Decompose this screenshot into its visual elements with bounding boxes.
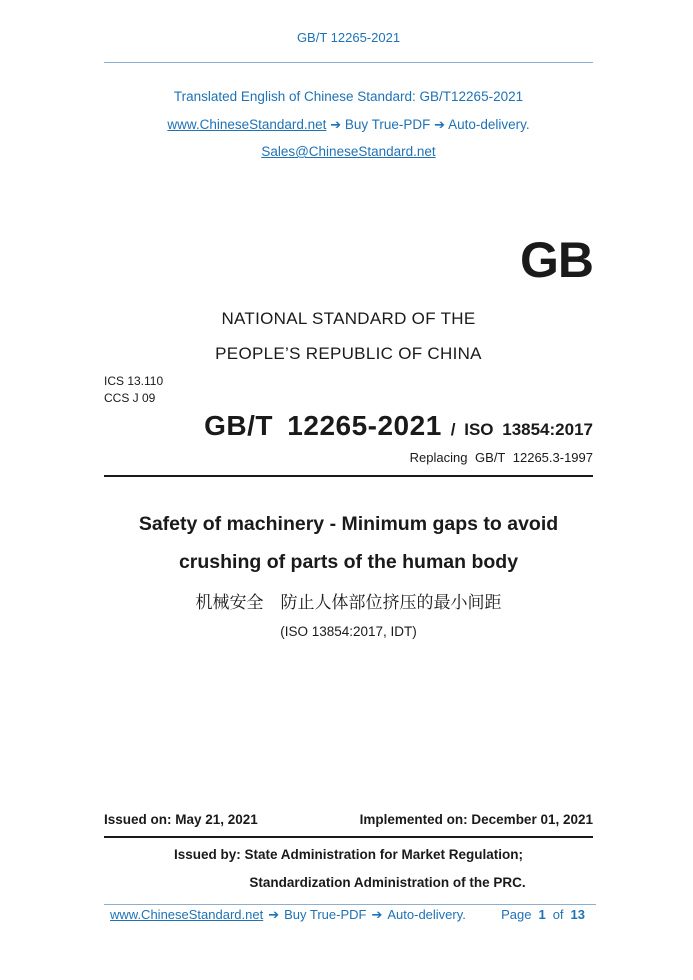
page-indicator [501,907,585,923]
right-arrow-icon: ➔ [330,117,342,132]
right-arrow-icon: ➔ [268,907,280,922]
national-standard-line2: PEOPLE’S REPUBLIC OF CHINA [215,344,482,363]
standard-number-main: GB/T 12265-2021 [204,410,442,441]
chinesestandard-link[interactable]: www.ChineseStandard.net [167,117,327,132]
footer-url-line [110,907,466,923]
header-doc-number: GB/T 12265-2021 [296,30,401,45]
footer-auto-delivery-text: Auto-delivery. [387,907,466,922]
ccs-code: CCS J 09 [104,391,156,405]
footer-rule [104,904,596,905]
replacing-note: Replacing GB/T 12265.3-1997 [409,450,593,465]
sales-email-link[interactable]: Sales@ChineseStandard.net [261,144,436,159]
page-of-label: of [552,907,564,922]
title-chinese: 机械安全 防止人体部位挤压的最小间距 [195,593,502,613]
implemented-on-date: Implemented on: December 01, 2021 [359,812,593,827]
page-total-number: 13 [570,907,585,922]
right-arrow-icon: ➔ [371,907,383,922]
page-label: Page [501,907,532,922]
standard-divider-rule [104,475,593,477]
issue-divider-rule [104,836,593,838]
issued-by-line1: Issued by: State Administration for Market Regulation; [173,847,524,862]
ics-code: ICS 13.110 [104,374,164,388]
auto-delivery-text: Auto-delivery. [448,117,530,132]
gb-logo: GB [520,232,593,288]
title-english-line1: Safety of machinery - Minimum gaps to avoid [138,513,559,535]
standard-number-line [104,410,593,442]
issued-by-line2: Standardization Administration of the PRC. [249,875,526,890]
title-english-line2: crushing of parts of the human body [178,551,519,573]
issued-on-date: Issued on: May 21, 2021 [104,812,258,827]
iso-idt-note: (ISO 13854:2017, IDT) [280,624,417,639]
footer-row [110,907,585,923]
header-url-line [104,117,593,133]
right-arrow-icon: ➔ [434,117,446,132]
buy-true-pdf-text: Buy True-PDF [344,117,431,132]
translated-standard-line: Translated English of Chinese Standard: GB/T12265-2021 [173,89,524,104]
page-current-number: 1 [538,907,546,922]
footer-chinesestandard-link[interactable]: www.ChineseStandard.net [110,907,264,922]
header-rule [104,62,593,63]
national-standard-line1: NATIONAL STANDARD OF THE [221,309,476,328]
sales-email-line [104,144,593,159]
standard-number-iso: / ISO 13854:2017 [450,420,593,439]
footer-buy-true-pdf-text: Buy True-PDF [284,907,367,922]
issue-dates-row [104,812,593,827]
